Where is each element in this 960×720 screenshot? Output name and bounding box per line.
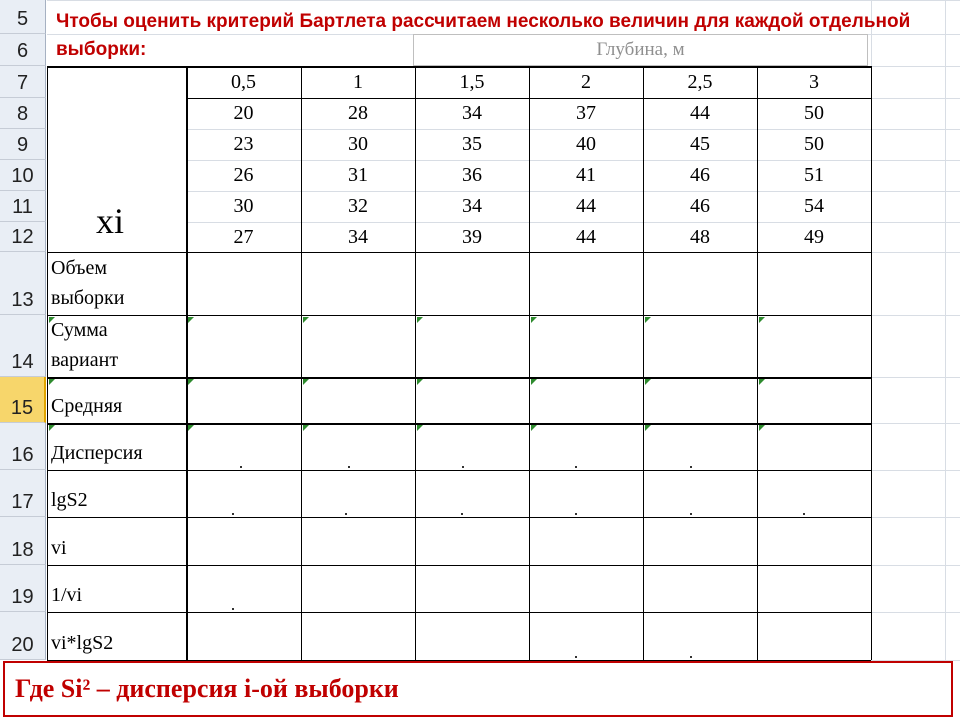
- grid-line: [871, 377, 960, 378]
- metric-cell[interactable]: [759, 472, 869, 515]
- metric-cell[interactable]: [531, 472, 641, 515]
- metric-label[interactable]: выборки: [51, 287, 125, 309]
- metric-cell[interactable]: [188, 472, 299, 515]
- cell-dot: [348, 466, 350, 468]
- sample-value[interactable]: 45: [690, 133, 710, 155]
- error-marker: [645, 425, 651, 431]
- metric-cell[interactable]: [531, 519, 641, 563]
- error-marker: [645, 379, 651, 385]
- metric-cell[interactable]: [645, 254, 755, 313]
- error-marker: [417, 379, 423, 385]
- error-marker: [531, 425, 537, 431]
- grid-line: [871, 252, 960, 253]
- cell-dot: [803, 513, 805, 515]
- sample-value[interactable]: 50: [804, 102, 824, 124]
- sample-value[interactable]: 23: [233, 133, 254, 155]
- sample-value[interactable]: 54: [804, 195, 824, 217]
- row-header[interactable]: 14: [0, 315, 46, 377]
- error-marker: [188, 379, 194, 385]
- grid-line: [47, 0, 960, 1]
- error-marker: [531, 379, 537, 385]
- depth-value[interactable]: 1,5: [459, 70, 485, 93]
- metric-cell[interactable]: [303, 472, 413, 515]
- metric-cell[interactable]: [759, 254, 869, 313]
- grid-line: [871, 191, 960, 192]
- grid-line: [871, 517, 960, 518]
- sample-value[interactable]: 41: [576, 164, 596, 186]
- grid-line: [871, 98, 960, 99]
- cell-dot: [690, 466, 692, 468]
- grid-line: [945, 0, 946, 660]
- metric-label[interactable]: Дисперсия: [51, 442, 143, 464]
- metric-cell[interactable]: [417, 567, 527, 610]
- metric-cell[interactable]: [417, 379, 527, 421]
- metric-cell[interactable]: [188, 567, 299, 610]
- row-header[interactable]: 19: [0, 565, 46, 612]
- row-header[interactable]: 20: [0, 612, 46, 660]
- grid-line: [871, 222, 960, 223]
- error-marker: [303, 317, 309, 323]
- metric-cell[interactable]: [531, 425, 641, 468]
- metric-label[interactable]: 1/vi: [51, 584, 83, 606]
- row-header[interactable]: 9: [0, 129, 46, 160]
- grid-line: [871, 612, 960, 613]
- error-marker: [759, 317, 765, 323]
- row-header[interactable]: 13: [0, 252, 46, 315]
- metric-cell[interactable]: [531, 614, 641, 658]
- sample-value[interactable]: 37: [576, 102, 596, 124]
- sample-value[interactable]: 46: [690, 164, 710, 186]
- cell-dot: [240, 466, 242, 468]
- cell-dot: [345, 513, 347, 515]
- error-marker: [49, 425, 55, 431]
- grid-line: [871, 470, 960, 471]
- sample-value[interactable]: 46: [690, 195, 710, 217]
- metric-cell[interactable]: [188, 379, 299, 421]
- metric-cell[interactable]: [303, 317, 413, 375]
- error-marker: [759, 425, 765, 431]
- error-marker: [759, 379, 765, 385]
- metric-cell[interactable]: [645, 379, 755, 421]
- error-marker: [188, 317, 194, 323]
- sample-value[interactable]: 44: [576, 195, 596, 217]
- cell-dot: [232, 513, 234, 515]
- depth-value[interactable]: 1: [353, 70, 363, 93]
- metric-cell[interactable]: [759, 567, 869, 610]
- depth-header-cell[interactable]: Глубина, м: [413, 34, 868, 66]
- row-header[interactable]: 8: [0, 98, 46, 129]
- metric-label[interactable]: Средняя: [51, 395, 123, 417]
- metric-cell[interactable]: [645, 317, 755, 375]
- sample-value[interactable]: 48: [690, 225, 710, 248]
- metric-cell[interactable]: [417, 472, 527, 515]
- sample-value[interactable]: 28: [348, 102, 368, 124]
- metric-cell[interactable]: [645, 425, 755, 468]
- table-border: [47, 612, 871, 613]
- metric-cell[interactable]: [303, 254, 413, 313]
- table-border: [47, 315, 871, 316]
- metric-label[interactable]: vi*lgS2: [51, 632, 114, 654]
- table-border: [47, 565, 871, 566]
- cell-dot: [575, 656, 577, 658]
- metric-cell[interactable]: [645, 519, 755, 563]
- table-border: [47, 470, 871, 471]
- table-border: [47, 517, 871, 518]
- error-marker: [49, 317, 55, 323]
- error-marker: [188, 425, 194, 431]
- metric-label[interactable]: Сумма: [51, 319, 108, 341]
- xi-label: xi: [96, 201, 125, 241]
- metric-cell[interactable]: [417, 317, 527, 375]
- table-border: [47, 252, 871, 253]
- row-header[interactable]: 12: [0, 222, 46, 252]
- sample-value[interactable]: 35: [462, 133, 482, 155]
- metric-cell[interactable]: [303, 567, 413, 610]
- row-header[interactable]: 11: [0, 191, 46, 222]
- metric-cell[interactable]: [645, 567, 755, 610]
- sample-value[interactable]: 50: [804, 133, 824, 155]
- cell-dot: [690, 656, 692, 658]
- cell-dot: [690, 513, 692, 515]
- sample-value[interactable]: 27: [233, 225, 254, 248]
- metric-cell[interactable]: [759, 379, 869, 421]
- table-border: [47, 66, 48, 660]
- metric-cell[interactable]: [417, 519, 527, 563]
- metric-cell[interactable]: [759, 614, 869, 658]
- row-header[interactable]: 7: [0, 66, 46, 98]
- metric-cell[interactable]: [303, 379, 413, 421]
- row-header[interactable]: 5: [0, 0, 46, 34]
- row-header[interactable]: 18: [0, 517, 46, 565]
- sample-value[interactable]: 36: [462, 164, 482, 186]
- error-marker: [417, 317, 423, 323]
- error-marker: [531, 317, 537, 323]
- error-marker: [645, 317, 651, 323]
- cell-dot: [575, 466, 577, 468]
- metric-cell[interactable]: [188, 254, 299, 313]
- sample-value[interactable]: 31: [348, 164, 368, 186]
- sample-value[interactable]: 34: [462, 195, 482, 217]
- metric-cell[interactable]: [531, 254, 641, 313]
- depth-value[interactable]: 0,5: [231, 70, 256, 93]
- cell-dot: [575, 513, 577, 515]
- grid-line: [871, 315, 960, 316]
- row-header[interactable]: 10: [0, 160, 46, 191]
- cell-dot: [232, 608, 234, 610]
- metric-cell[interactable]: [188, 519, 299, 563]
- sample-value[interactable]: 30: [233, 195, 254, 217]
- row-header[interactable]: 6: [0, 34, 46, 66]
- metric-cell[interactable]: [303, 425, 413, 468]
- sample-value[interactable]: 34: [348, 225, 368, 248]
- metric-cell[interactable]: [531, 567, 641, 610]
- sample-value[interactable]: 26: [233, 164, 254, 186]
- metric-cell[interactable]: [759, 519, 869, 563]
- sample-value[interactable]: 34: [462, 102, 482, 124]
- grid-line: [871, 423, 960, 424]
- sample-value[interactable]: 20: [233, 102, 254, 124]
- cell-dot: [461, 513, 463, 515]
- metric-cell[interactable]: [303, 519, 413, 563]
- sample-value[interactable]: 32: [348, 195, 368, 217]
- grid-line: [871, 565, 960, 566]
- metric-label[interactable]: вариант: [51, 349, 119, 371]
- sample-value[interactable]: 49: [804, 225, 824, 248]
- metric-label[interactable]: lgS2: [51, 489, 88, 511]
- metric-cell[interactable]: [759, 317, 869, 375]
- error-marker: [417, 425, 423, 431]
- metric-cell[interactable]: [759, 425, 869, 468]
- sample-value[interactable]: 51: [804, 164, 824, 186]
- depth-value[interactable]: 2: [581, 70, 591, 93]
- metric-cell[interactable]: [188, 425, 299, 468]
- metric-cell[interactable]: [645, 614, 755, 658]
- sample-value[interactable]: 44: [690, 102, 710, 124]
- row-header[interactable]: 16: [0, 423, 46, 470]
- metric-label[interactable]: Объем: [51, 257, 107, 279]
- metric-cell[interactable]: [417, 614, 527, 658]
- sample-value[interactable]: 40: [576, 133, 596, 155]
- metric-label[interactable]: vi: [51, 537, 67, 559]
- sample-value[interactable]: 44: [576, 225, 596, 248]
- metric-cell[interactable]: [531, 317, 641, 375]
- row-header[interactable]: 15: [0, 377, 46, 423]
- error-marker: [303, 425, 309, 431]
- footer-text: Где Si² – дисперсия i-ой выборки: [15, 674, 399, 703]
- grid-line: [871, 129, 960, 130]
- sample-value[interactable]: 39: [462, 225, 482, 248]
- sample-value[interactable]: 30: [348, 133, 368, 155]
- depth-value[interactable]: 3: [809, 70, 819, 93]
- metric-cell[interactable]: [645, 472, 755, 515]
- depth-value[interactable]: 2,5: [687, 70, 713, 93]
- metric-cell[interactable]: [188, 614, 299, 658]
- metric-cell[interactable]: [303, 614, 413, 658]
- metric-cell[interactable]: [531, 379, 641, 421]
- table-border: [871, 66, 872, 660]
- instruction-text: Чтобы оценить критерий Бартлета рассчитаем несколько величин для каждой отдельной выборки:: [56, 11, 911, 60]
- metric-cell[interactable]: [417, 425, 527, 468]
- metric-cell[interactable]: [188, 317, 299, 375]
- row-header[interactable]: 17: [0, 470, 46, 517]
- cell-dot: [462, 466, 464, 468]
- grid-line: [871, 160, 960, 161]
- error-marker: [49, 379, 55, 385]
- footer-note: [3, 661, 953, 717]
- error-marker: [303, 379, 309, 385]
- metric-cell[interactable]: [417, 254, 527, 313]
